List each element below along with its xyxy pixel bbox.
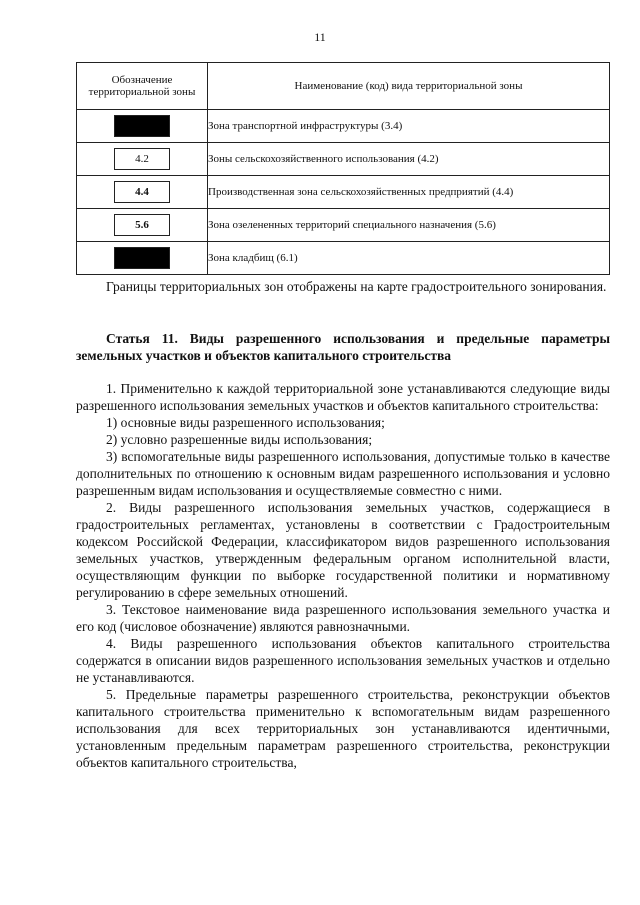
zone-symbol: 4.4 [114,181,170,203]
after-table-text [76,278,610,295]
zone-symbol: 5.6 [114,214,170,236]
table-row [77,110,610,143]
zone-symbol: 4.2 [114,148,170,170]
table-row [77,176,610,209]
zone-name: Зона кладбищ (6.1) [208,242,610,275]
article-body [76,380,610,771]
zones-table [76,62,610,275]
table-header-row [77,63,610,110]
zone-name: Производственная зона сельскохозяйственных предприятий (4.4) [208,176,610,209]
zone-name: Зона озелененных территорий специального назначения (5.6) [208,209,610,242]
article-heading: Статья 11. Виды разрешенного использования и предельные параметры земельных участков и объектов капитального строительства [76,331,610,363]
paragraph: 4. Виды разрешенного использования объектов капитального строительства содержатся в описании видов разрешенного использования земельных участков и отдельно не устанавливаются. [76,636,610,685]
list-item: 2) условно разрешенные виды использования; [106,432,373,447]
header-name: Наименование (код) вида территориальной зоны [208,63,610,110]
paragraph: 2. Виды разрешенного использования земельных участков, содержащиеся в градостроительных регламентах, установлены в соответствии с Градостроительным кодексом Российской Федерации, классификатором видов разрешенного использования земельных участков, утвержденным федеральным органом исполнительной власти, осуществляющим функции по выборке государственной политики и нормативному регулированию в сфере земельных отношений. [76,500,610,600]
paragraph: 3. Текстовое наименование вида разрешенного использования земельного участка и его код (числовое обозначение) являются равнозначными. [76,602,610,634]
zone-symbol-black [114,247,170,269]
table-row [77,242,610,275]
article-heading-block [76,330,610,364]
paragraph: 1. Применительно к каждой территориальной зоне устанавливаются следующие виды разрешенного использования земельных участков и объектов капитального строительства: [76,381,610,413]
list-item: 1) основные виды разрешенного использования; [106,415,385,430]
paragraph: 5. Предельные параметры разрешенного строительства, реконструкции объектов капитального строительства применительно к вспомогательным видам разрешенного использования для всех территориальных зон устанавливаются идентичными, установленным предельным параметрам разрешенного строительства, реконструкции объектов капитального строительства, [76,687,610,770]
table-row [77,143,610,176]
header-symbol: Обозначение территориальной зоны [77,63,208,110]
zone-symbol-black [114,115,170,137]
page-number: 11 [314,30,326,44]
paragraph: Границы территориальных зон отображены на карте градостроительного зонирования. [106,279,607,294]
list-item: 3) вспомогательные виды разрешенного использования, допустимые только в качестве дополнительных по отношению к основным видам разрешенного использования и условно разрешенным видам использования и осуществляемые совместно с ними. [76,449,610,498]
table-row [77,209,610,242]
zone-name: Зоны сельскохозяйственного использования (4.2) [208,143,610,176]
zone-name: Зона транспортной инфраструктуры (3.4) [208,110,610,143]
